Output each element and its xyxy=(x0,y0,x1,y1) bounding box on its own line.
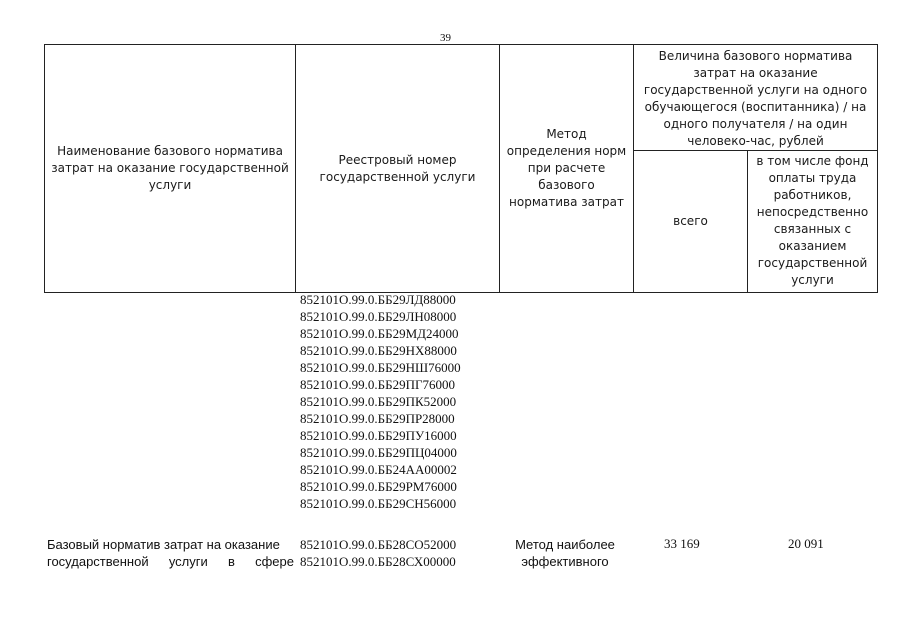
registry-code: 852101О.99.0.ББ29ПУ16000 xyxy=(300,428,457,443)
registry-code: 852101О.99.0.ББ29ПЦ04000 xyxy=(300,445,457,460)
registry-code: 852101О.99.0.ББ29МД24000 xyxy=(300,326,459,341)
bottom-row-name xyxy=(47,536,294,570)
bottom-row-method xyxy=(500,536,630,570)
registry-code: 852101О.99.0.ББ29ПР28000 xyxy=(300,411,455,426)
registry-code: 852101О.99.0.ББ29СН56000 xyxy=(300,496,457,511)
bottom-name-word: сфере xyxy=(255,554,294,569)
bottom-row-total: 33 169 xyxy=(664,536,700,551)
header-col-fund: в том числе фонд оплаты труда работников, непосредственно связанных с оказанием государственной услуги xyxy=(748,151,878,293)
registry-code: 852101О.99.0.ББ24АА00002 xyxy=(300,462,457,477)
registry-code: 852101О.99.0.ББ29ПГ76000 xyxy=(300,377,455,392)
registry-code: 852101О.99.0.ББ29НХ88000 xyxy=(300,343,457,358)
bottom-name-word: в xyxy=(227,554,235,569)
registry-code: 852101О.99.0.ББ29ЛН08000 xyxy=(300,309,457,324)
registry-code: 852101О.99.0.ББ29НШ76000 xyxy=(300,360,461,375)
header-col-method: Метод определения норм при расчете базового норматива затрат xyxy=(500,45,634,293)
registry-code: 852101О.99.0.ББ29РМ76000 xyxy=(300,479,457,494)
header-col-value: Величина базового норматива затрат на оказание государственной услуги на одного обучающегося (воспитанника) / на одного получателя / на один человеко-час, рублей xyxy=(634,45,878,151)
header-col-registry: Реестровый номер государственной услуги xyxy=(296,45,500,293)
header-table xyxy=(44,44,878,293)
bottom-name-word: услуги xyxy=(168,554,208,569)
bottom-name-word: государственной xyxy=(47,554,149,569)
bottom-row-codes xyxy=(300,536,456,570)
header-col-total: всего xyxy=(634,151,748,293)
registry-code-list xyxy=(300,291,461,512)
bottom-method-line1: Метод наиболее xyxy=(515,537,615,552)
registry-code: 852101О.99.0.ББ29ЛД88000 xyxy=(300,292,456,307)
bottom-method-line2: эффективного xyxy=(521,554,609,569)
bottom-name-line2 xyxy=(47,553,294,570)
registry-code: 852101О.99.0.ББ29ПК52000 xyxy=(300,394,457,409)
header-col-name: Наименование базового норматива затрат на оказание государственной услуги xyxy=(45,45,296,293)
registry-code: 852101О.99.0.ББ28СО52000 xyxy=(300,537,457,552)
bottom-name-line1: Базовый норматив затрат на оказание xyxy=(47,537,280,552)
bottom-row-fund: 20 091 xyxy=(788,536,824,551)
page-number: 39 xyxy=(440,32,451,44)
registry-code: 852101О.99.0.ББ28СХ00000 xyxy=(300,554,456,569)
